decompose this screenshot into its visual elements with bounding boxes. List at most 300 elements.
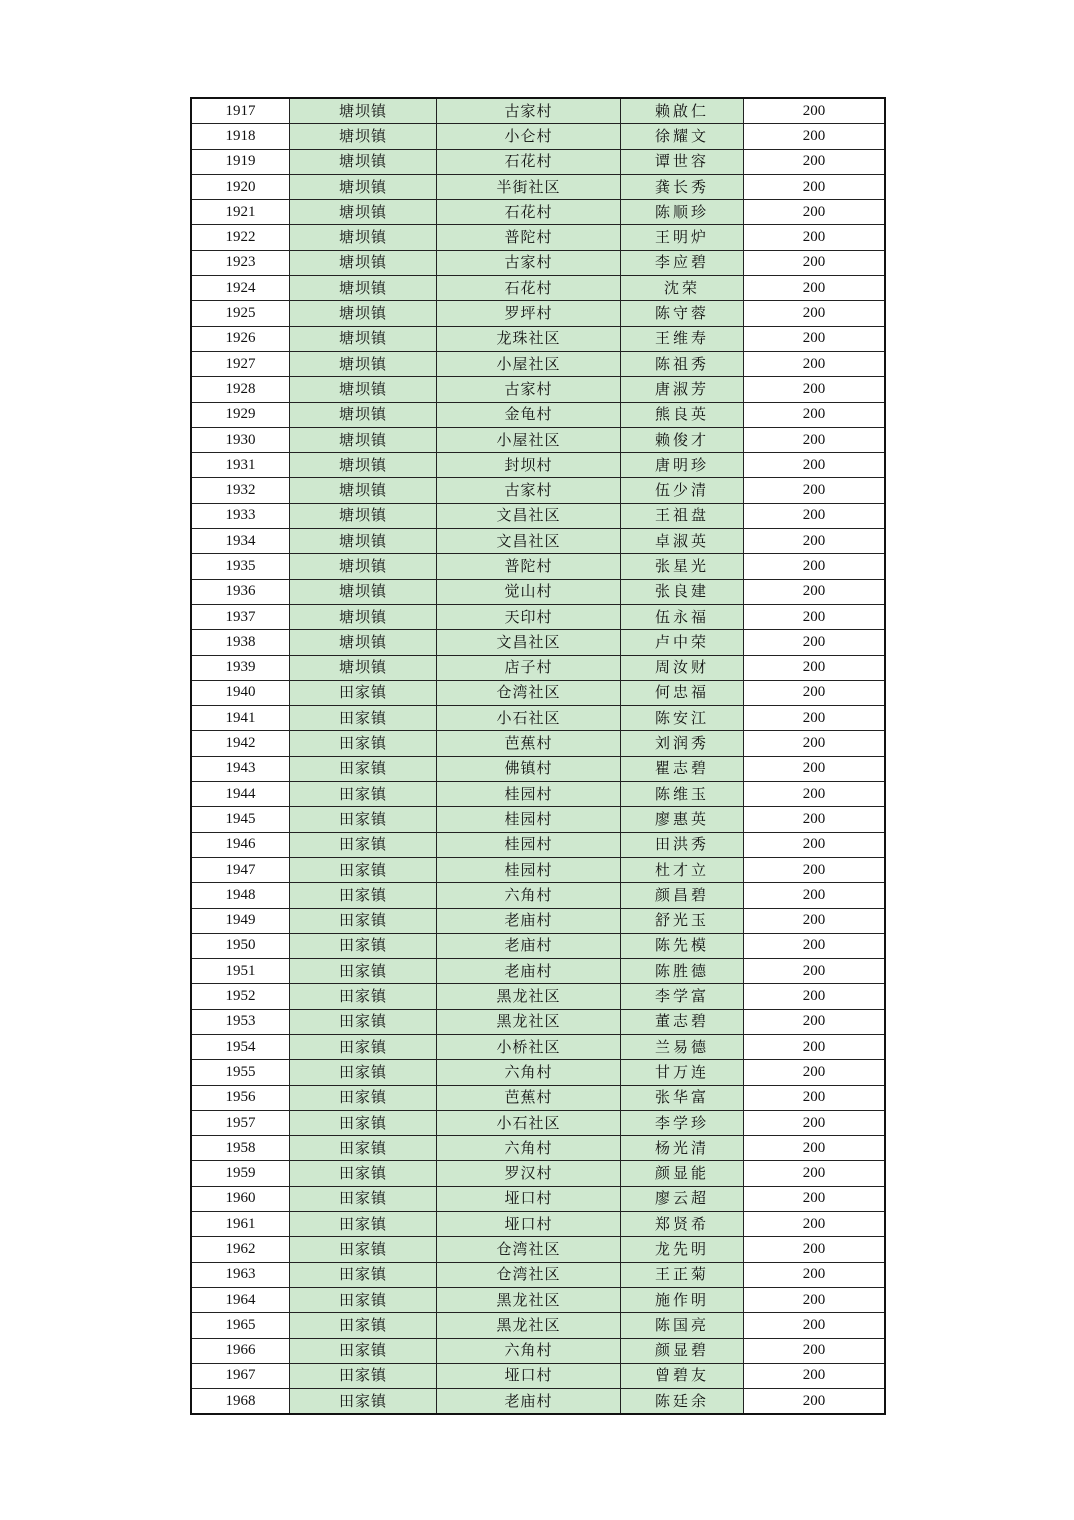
roster-table	[190, 97, 886, 1415]
town-cell: 田家镇	[290, 883, 437, 908]
village-cell: 桂园村	[437, 782, 621, 807]
table-row	[191, 908, 885, 933]
town-cell: 塘坝镇	[290, 655, 437, 680]
person-name-cell: 陈国亮	[621, 1313, 744, 1338]
row-number-cell: 1953	[191, 1009, 290, 1034]
village-cell: 文昌社区	[437, 503, 621, 528]
village-cell: 店子村	[437, 655, 621, 680]
row-number-cell: 1947	[191, 857, 290, 882]
town-cell: 塘坝镇	[290, 301, 437, 326]
table-row	[191, 554, 885, 579]
amount-cell: 200	[744, 453, 886, 478]
table-row	[191, 1060, 885, 1085]
amount-cell: 200	[744, 1389, 886, 1415]
amount-cell: 200	[744, 832, 886, 857]
table-row	[191, 706, 885, 731]
amount-cell: 200	[744, 782, 886, 807]
person-name-cell: 何忠福	[621, 680, 744, 705]
table-row	[191, 1338, 885, 1363]
amount-cell: 200	[744, 1110, 886, 1135]
amount-cell: 200	[744, 579, 886, 604]
table-row	[191, 1389, 885, 1415]
row-number-cell: 1931	[191, 453, 290, 478]
village-cell: 六角村	[437, 1060, 621, 1085]
row-number-cell: 1962	[191, 1237, 290, 1262]
person-name-cell: 卓淑英	[621, 529, 744, 554]
row-number-cell: 1965	[191, 1313, 290, 1338]
table-row	[191, 782, 885, 807]
person-name-cell: 甘万连	[621, 1060, 744, 1085]
town-cell: 田家镇	[290, 1262, 437, 1287]
table-row	[191, 503, 885, 528]
row-number-cell: 1957	[191, 1110, 290, 1135]
person-name-cell: 赖啟仁	[621, 98, 744, 124]
person-name-cell: 陈顺珍	[621, 200, 744, 225]
town-cell: 塘坝镇	[290, 149, 437, 174]
village-cell: 金龟村	[437, 402, 621, 427]
town-cell: 田家镇	[290, 1009, 437, 1034]
village-cell: 六角村	[437, 1338, 621, 1363]
table-row	[191, 579, 885, 604]
village-cell: 仓湾社区	[437, 680, 621, 705]
village-cell: 芭蕉村	[437, 731, 621, 756]
person-name-cell: 龙先明	[621, 1237, 744, 1262]
town-cell: 田家镇	[290, 1287, 437, 1312]
village-cell: 小石社区	[437, 1110, 621, 1135]
village-cell: 小石社区	[437, 706, 621, 731]
town-cell: 塘坝镇	[290, 351, 437, 376]
person-name-cell: 郑贤希	[621, 1212, 744, 1237]
amount-cell: 200	[744, 250, 886, 275]
table-row	[191, 351, 885, 376]
table-row	[191, 1034, 885, 1059]
roster-table-body	[191, 98, 885, 1414]
village-cell: 古家村	[437, 478, 621, 503]
amount-cell: 200	[744, 554, 886, 579]
row-number-cell: 1919	[191, 149, 290, 174]
person-name-cell: 廖云超	[621, 1186, 744, 1211]
town-cell: 田家镇	[290, 857, 437, 882]
row-number-cell: 1926	[191, 326, 290, 351]
town-cell: 田家镇	[290, 706, 437, 731]
village-cell: 封坝村	[437, 453, 621, 478]
village-cell: 桂园村	[437, 832, 621, 857]
person-name-cell: 田洪秀	[621, 832, 744, 857]
person-name-cell: 李学富	[621, 984, 744, 1009]
town-cell: 塘坝镇	[290, 225, 437, 250]
town-cell: 田家镇	[290, 807, 437, 832]
table-row	[191, 427, 885, 452]
row-number-cell: 1963	[191, 1262, 290, 1287]
village-cell: 老庙村	[437, 908, 621, 933]
amount-cell: 200	[744, 1237, 886, 1262]
village-cell: 小屋社区	[437, 427, 621, 452]
table-row	[191, 250, 885, 275]
table-row	[191, 883, 885, 908]
village-cell: 垭口村	[437, 1363, 621, 1388]
amount-cell: 200	[744, 1186, 886, 1211]
row-number-cell: 1927	[191, 351, 290, 376]
table-row	[191, 326, 885, 351]
town-cell: 田家镇	[290, 1237, 437, 1262]
row-number-cell: 1948	[191, 883, 290, 908]
table-row	[191, 1363, 885, 1388]
village-cell: 石花村	[437, 200, 621, 225]
person-name-cell: 颜显碧	[621, 1338, 744, 1363]
village-cell: 老庙村	[437, 933, 621, 958]
table-row	[191, 1212, 885, 1237]
town-cell: 塘坝镇	[290, 124, 437, 149]
row-number-cell: 1942	[191, 731, 290, 756]
amount-cell: 200	[744, 630, 886, 655]
person-name-cell: 施作明	[621, 1287, 744, 1312]
row-number-cell: 1945	[191, 807, 290, 832]
person-name-cell: 刘润秀	[621, 731, 744, 756]
person-name-cell: 王正菊	[621, 1262, 744, 1287]
person-name-cell: 唐明珍	[621, 453, 744, 478]
amount-cell: 200	[744, 756, 886, 781]
village-cell: 罗坪村	[437, 301, 621, 326]
row-number-cell: 1935	[191, 554, 290, 579]
table-row	[191, 276, 885, 301]
town-cell: 田家镇	[290, 933, 437, 958]
town-cell: 田家镇	[290, 1034, 437, 1059]
town-cell: 田家镇	[290, 959, 437, 984]
table-row	[191, 1161, 885, 1186]
village-cell: 天印村	[437, 604, 621, 629]
row-number-cell: 1958	[191, 1136, 290, 1161]
person-name-cell: 徐耀文	[621, 124, 744, 149]
amount-cell: 200	[744, 149, 886, 174]
amount-cell: 200	[744, 680, 886, 705]
row-number-cell: 1932	[191, 478, 290, 503]
person-name-cell: 陈胜德	[621, 959, 744, 984]
row-number-cell: 1934	[191, 529, 290, 554]
village-cell: 小桥社区	[437, 1034, 621, 1059]
amount-cell: 200	[744, 174, 886, 199]
table-row	[191, 124, 885, 149]
amount-cell: 200	[744, 1085, 886, 1110]
town-cell: 塘坝镇	[290, 98, 437, 124]
row-number-cell: 1920	[191, 174, 290, 199]
row-number-cell: 1933	[191, 503, 290, 528]
town-cell: 田家镇	[290, 1389, 437, 1415]
town-cell: 田家镇	[290, 731, 437, 756]
village-cell: 古家村	[437, 377, 621, 402]
amount-cell: 200	[744, 908, 886, 933]
village-cell: 六角村	[437, 1136, 621, 1161]
village-cell: 桂园村	[437, 807, 621, 832]
town-cell: 田家镇	[290, 1338, 437, 1363]
table-row	[191, 174, 885, 199]
amount-cell: 200	[744, 301, 886, 326]
village-cell: 普陀村	[437, 225, 621, 250]
person-name-cell: 曾碧友	[621, 1363, 744, 1388]
village-cell: 古家村	[437, 98, 621, 124]
table-row	[191, 1110, 885, 1135]
town-cell: 塘坝镇	[290, 250, 437, 275]
table-row	[191, 149, 885, 174]
village-cell: 黑龙社区	[437, 984, 621, 1009]
amount-cell: 200	[744, 1060, 886, 1085]
person-name-cell: 颜昌碧	[621, 883, 744, 908]
village-cell: 普陀村	[437, 554, 621, 579]
amount-cell: 200	[744, 1212, 886, 1237]
row-number-cell: 1943	[191, 756, 290, 781]
table-row	[191, 1136, 885, 1161]
village-cell: 芭蕉村	[437, 1085, 621, 1110]
town-cell: 田家镇	[290, 832, 437, 857]
row-number-cell: 1938	[191, 630, 290, 655]
amount-cell: 200	[744, 326, 886, 351]
row-number-cell: 1930	[191, 427, 290, 452]
row-number-cell: 1967	[191, 1363, 290, 1388]
village-cell: 半街社区	[437, 174, 621, 199]
row-number-cell: 1928	[191, 377, 290, 402]
amount-cell: 200	[744, 731, 886, 756]
table-row	[191, 680, 885, 705]
person-name-cell: 伍永福	[621, 604, 744, 629]
person-name-cell: 杜才立	[621, 857, 744, 882]
amount-cell: 200	[744, 1009, 886, 1034]
table-row	[191, 630, 885, 655]
town-cell: 田家镇	[290, 1060, 437, 1085]
village-cell: 六角村	[437, 883, 621, 908]
town-cell: 田家镇	[290, 756, 437, 781]
person-name-cell: 廖惠英	[621, 807, 744, 832]
amount-cell: 200	[744, 402, 886, 427]
town-cell: 田家镇	[290, 1161, 437, 1186]
amount-cell: 200	[744, 1136, 886, 1161]
village-cell: 小仑村	[437, 124, 621, 149]
table-row	[191, 1186, 885, 1211]
table-row	[191, 959, 885, 984]
amount-cell: 200	[744, 706, 886, 731]
village-cell: 黑龙社区	[437, 1009, 621, 1034]
village-cell: 小屋社区	[437, 351, 621, 376]
row-number-cell: 1964	[191, 1287, 290, 1312]
town-cell: 田家镇	[290, 1186, 437, 1211]
village-cell: 老庙村	[437, 1389, 621, 1415]
row-number-cell: 1950	[191, 933, 290, 958]
town-cell: 塘坝镇	[290, 200, 437, 225]
person-name-cell: 陈维玉	[621, 782, 744, 807]
person-name-cell: 唐淑芳	[621, 377, 744, 402]
table-row	[191, 98, 885, 124]
town-cell: 塘坝镇	[290, 276, 437, 301]
village-cell: 文昌社区	[437, 630, 621, 655]
village-cell: 黑龙社区	[437, 1287, 621, 1312]
amount-cell: 200	[744, 984, 886, 1009]
person-name-cell: 陈祖秀	[621, 351, 744, 376]
amount-cell: 200	[744, 1363, 886, 1388]
village-cell: 石花村	[437, 149, 621, 174]
village-cell: 仓湾社区	[437, 1237, 621, 1262]
person-name-cell: 舒光玉	[621, 908, 744, 933]
person-name-cell: 张华富	[621, 1085, 744, 1110]
town-cell: 塘坝镇	[290, 453, 437, 478]
amount-cell: 200	[744, 1161, 886, 1186]
town-cell: 田家镇	[290, 1110, 437, 1135]
amount-cell: 200	[744, 478, 886, 503]
village-cell: 文昌社区	[437, 529, 621, 554]
village-cell: 佛镇村	[437, 756, 621, 781]
table-row	[191, 301, 885, 326]
row-number-cell: 1918	[191, 124, 290, 149]
village-cell: 罗汉村	[437, 1161, 621, 1186]
table-row	[191, 1262, 885, 1287]
village-cell: 古家村	[437, 250, 621, 275]
amount-cell: 200	[744, 377, 886, 402]
amount-cell: 200	[744, 604, 886, 629]
town-cell: 田家镇	[290, 782, 437, 807]
table-row	[191, 857, 885, 882]
person-name-cell: 瞿志碧	[621, 756, 744, 781]
amount-cell: 200	[744, 1287, 886, 1312]
amount-cell: 200	[744, 883, 886, 908]
person-name-cell: 熊良英	[621, 402, 744, 427]
town-cell: 塘坝镇	[290, 604, 437, 629]
row-number-cell: 1949	[191, 908, 290, 933]
table-row	[191, 529, 885, 554]
amount-cell: 200	[744, 225, 886, 250]
table-row	[191, 731, 885, 756]
row-number-cell: 1924	[191, 276, 290, 301]
amount-cell: 200	[744, 427, 886, 452]
person-name-cell: 周汝财	[621, 655, 744, 680]
person-name-cell: 谭世容	[621, 149, 744, 174]
person-name-cell: 陈安江	[621, 706, 744, 731]
town-cell: 田家镇	[290, 984, 437, 1009]
row-number-cell: 1939	[191, 655, 290, 680]
row-number-cell: 1923	[191, 250, 290, 275]
village-cell: 石花村	[437, 276, 621, 301]
person-name-cell: 张星光	[621, 554, 744, 579]
row-number-cell: 1961	[191, 1212, 290, 1237]
amount-cell: 200	[744, 1034, 886, 1059]
row-number-cell: 1956	[191, 1085, 290, 1110]
person-name-cell: 伍少清	[621, 478, 744, 503]
row-number-cell: 1921	[191, 200, 290, 225]
person-name-cell: 卢中荣	[621, 630, 744, 655]
town-cell: 塘坝镇	[290, 174, 437, 199]
person-name-cell: 王维寿	[621, 326, 744, 351]
table-row	[191, 984, 885, 1009]
person-name-cell: 王祖盘	[621, 503, 744, 528]
row-number-cell: 1960	[191, 1186, 290, 1211]
table-row	[191, 225, 885, 250]
person-name-cell: 赖俊才	[621, 427, 744, 452]
town-cell: 塘坝镇	[290, 377, 437, 402]
table-row	[191, 655, 885, 680]
table-row	[191, 756, 885, 781]
row-number-cell: 1941	[191, 706, 290, 731]
row-number-cell: 1955	[191, 1060, 290, 1085]
table-row	[191, 200, 885, 225]
row-number-cell: 1959	[191, 1161, 290, 1186]
table-row	[191, 1085, 885, 1110]
town-cell: 塘坝镇	[290, 529, 437, 554]
person-name-cell: 李应碧	[621, 250, 744, 275]
town-cell: 塘坝镇	[290, 326, 437, 351]
town-cell: 田家镇	[290, 680, 437, 705]
amount-cell: 200	[744, 933, 886, 958]
amount-cell: 200	[744, 98, 886, 124]
table-row	[191, 1009, 885, 1034]
row-number-cell: 1917	[191, 98, 290, 124]
table-row	[191, 402, 885, 427]
amount-cell: 200	[744, 200, 886, 225]
village-cell: 老庙村	[437, 959, 621, 984]
person-name-cell: 董志碧	[621, 1009, 744, 1034]
town-cell: 田家镇	[290, 1212, 437, 1237]
row-number-cell: 1937	[191, 604, 290, 629]
table-row	[191, 933, 885, 958]
town-cell: 塘坝镇	[290, 554, 437, 579]
row-number-cell: 1952	[191, 984, 290, 1009]
person-name-cell: 龚长秀	[621, 174, 744, 199]
town-cell: 塘坝镇	[290, 503, 437, 528]
town-cell: 田家镇	[290, 1085, 437, 1110]
village-cell: 黑龙社区	[437, 1313, 621, 1338]
row-number-cell: 1922	[191, 225, 290, 250]
row-number-cell: 1951	[191, 959, 290, 984]
amount-cell: 200	[744, 124, 886, 149]
person-name-cell: 陈先模	[621, 933, 744, 958]
table-row	[191, 478, 885, 503]
table-row	[191, 453, 885, 478]
person-name-cell: 杨光清	[621, 1136, 744, 1161]
amount-cell: 200	[744, 1338, 886, 1363]
village-cell: 桂园村	[437, 857, 621, 882]
town-cell: 塘坝镇	[290, 402, 437, 427]
person-name-cell: 兰易德	[621, 1034, 744, 1059]
amount-cell: 200	[744, 857, 886, 882]
amount-cell: 200	[744, 351, 886, 376]
amount-cell: 200	[744, 655, 886, 680]
village-cell: 垭口村	[437, 1212, 621, 1237]
amount-cell: 200	[744, 1313, 886, 1338]
row-number-cell: 1925	[191, 301, 290, 326]
town-cell: 塘坝镇	[290, 427, 437, 452]
person-name-cell: 颜显能	[621, 1161, 744, 1186]
person-name-cell: 沈荣	[621, 276, 744, 301]
village-cell: 垭口村	[437, 1186, 621, 1211]
village-cell: 仓湾社区	[437, 1262, 621, 1287]
town-cell: 田家镇	[290, 1313, 437, 1338]
row-number-cell: 1968	[191, 1389, 290, 1415]
person-name-cell: 陈守蓉	[621, 301, 744, 326]
town-cell: 塘坝镇	[290, 478, 437, 503]
amount-cell: 200	[744, 276, 886, 301]
village-cell: 龙珠社区	[437, 326, 621, 351]
town-cell: 塘坝镇	[290, 630, 437, 655]
amount-cell: 200	[744, 529, 886, 554]
village-cell: 觉山村	[437, 579, 621, 604]
table-row	[191, 377, 885, 402]
row-number-cell: 1940	[191, 680, 290, 705]
row-number-cell: 1946	[191, 832, 290, 857]
row-number-cell: 1954	[191, 1034, 290, 1059]
person-name-cell: 陈廷余	[621, 1389, 744, 1415]
person-name-cell: 王明炉	[621, 225, 744, 250]
row-number-cell: 1966	[191, 1338, 290, 1363]
amount-cell: 200	[744, 959, 886, 984]
town-cell: 塘坝镇	[290, 579, 437, 604]
table-row	[191, 807, 885, 832]
table-row	[191, 832, 885, 857]
row-number-cell: 1944	[191, 782, 290, 807]
